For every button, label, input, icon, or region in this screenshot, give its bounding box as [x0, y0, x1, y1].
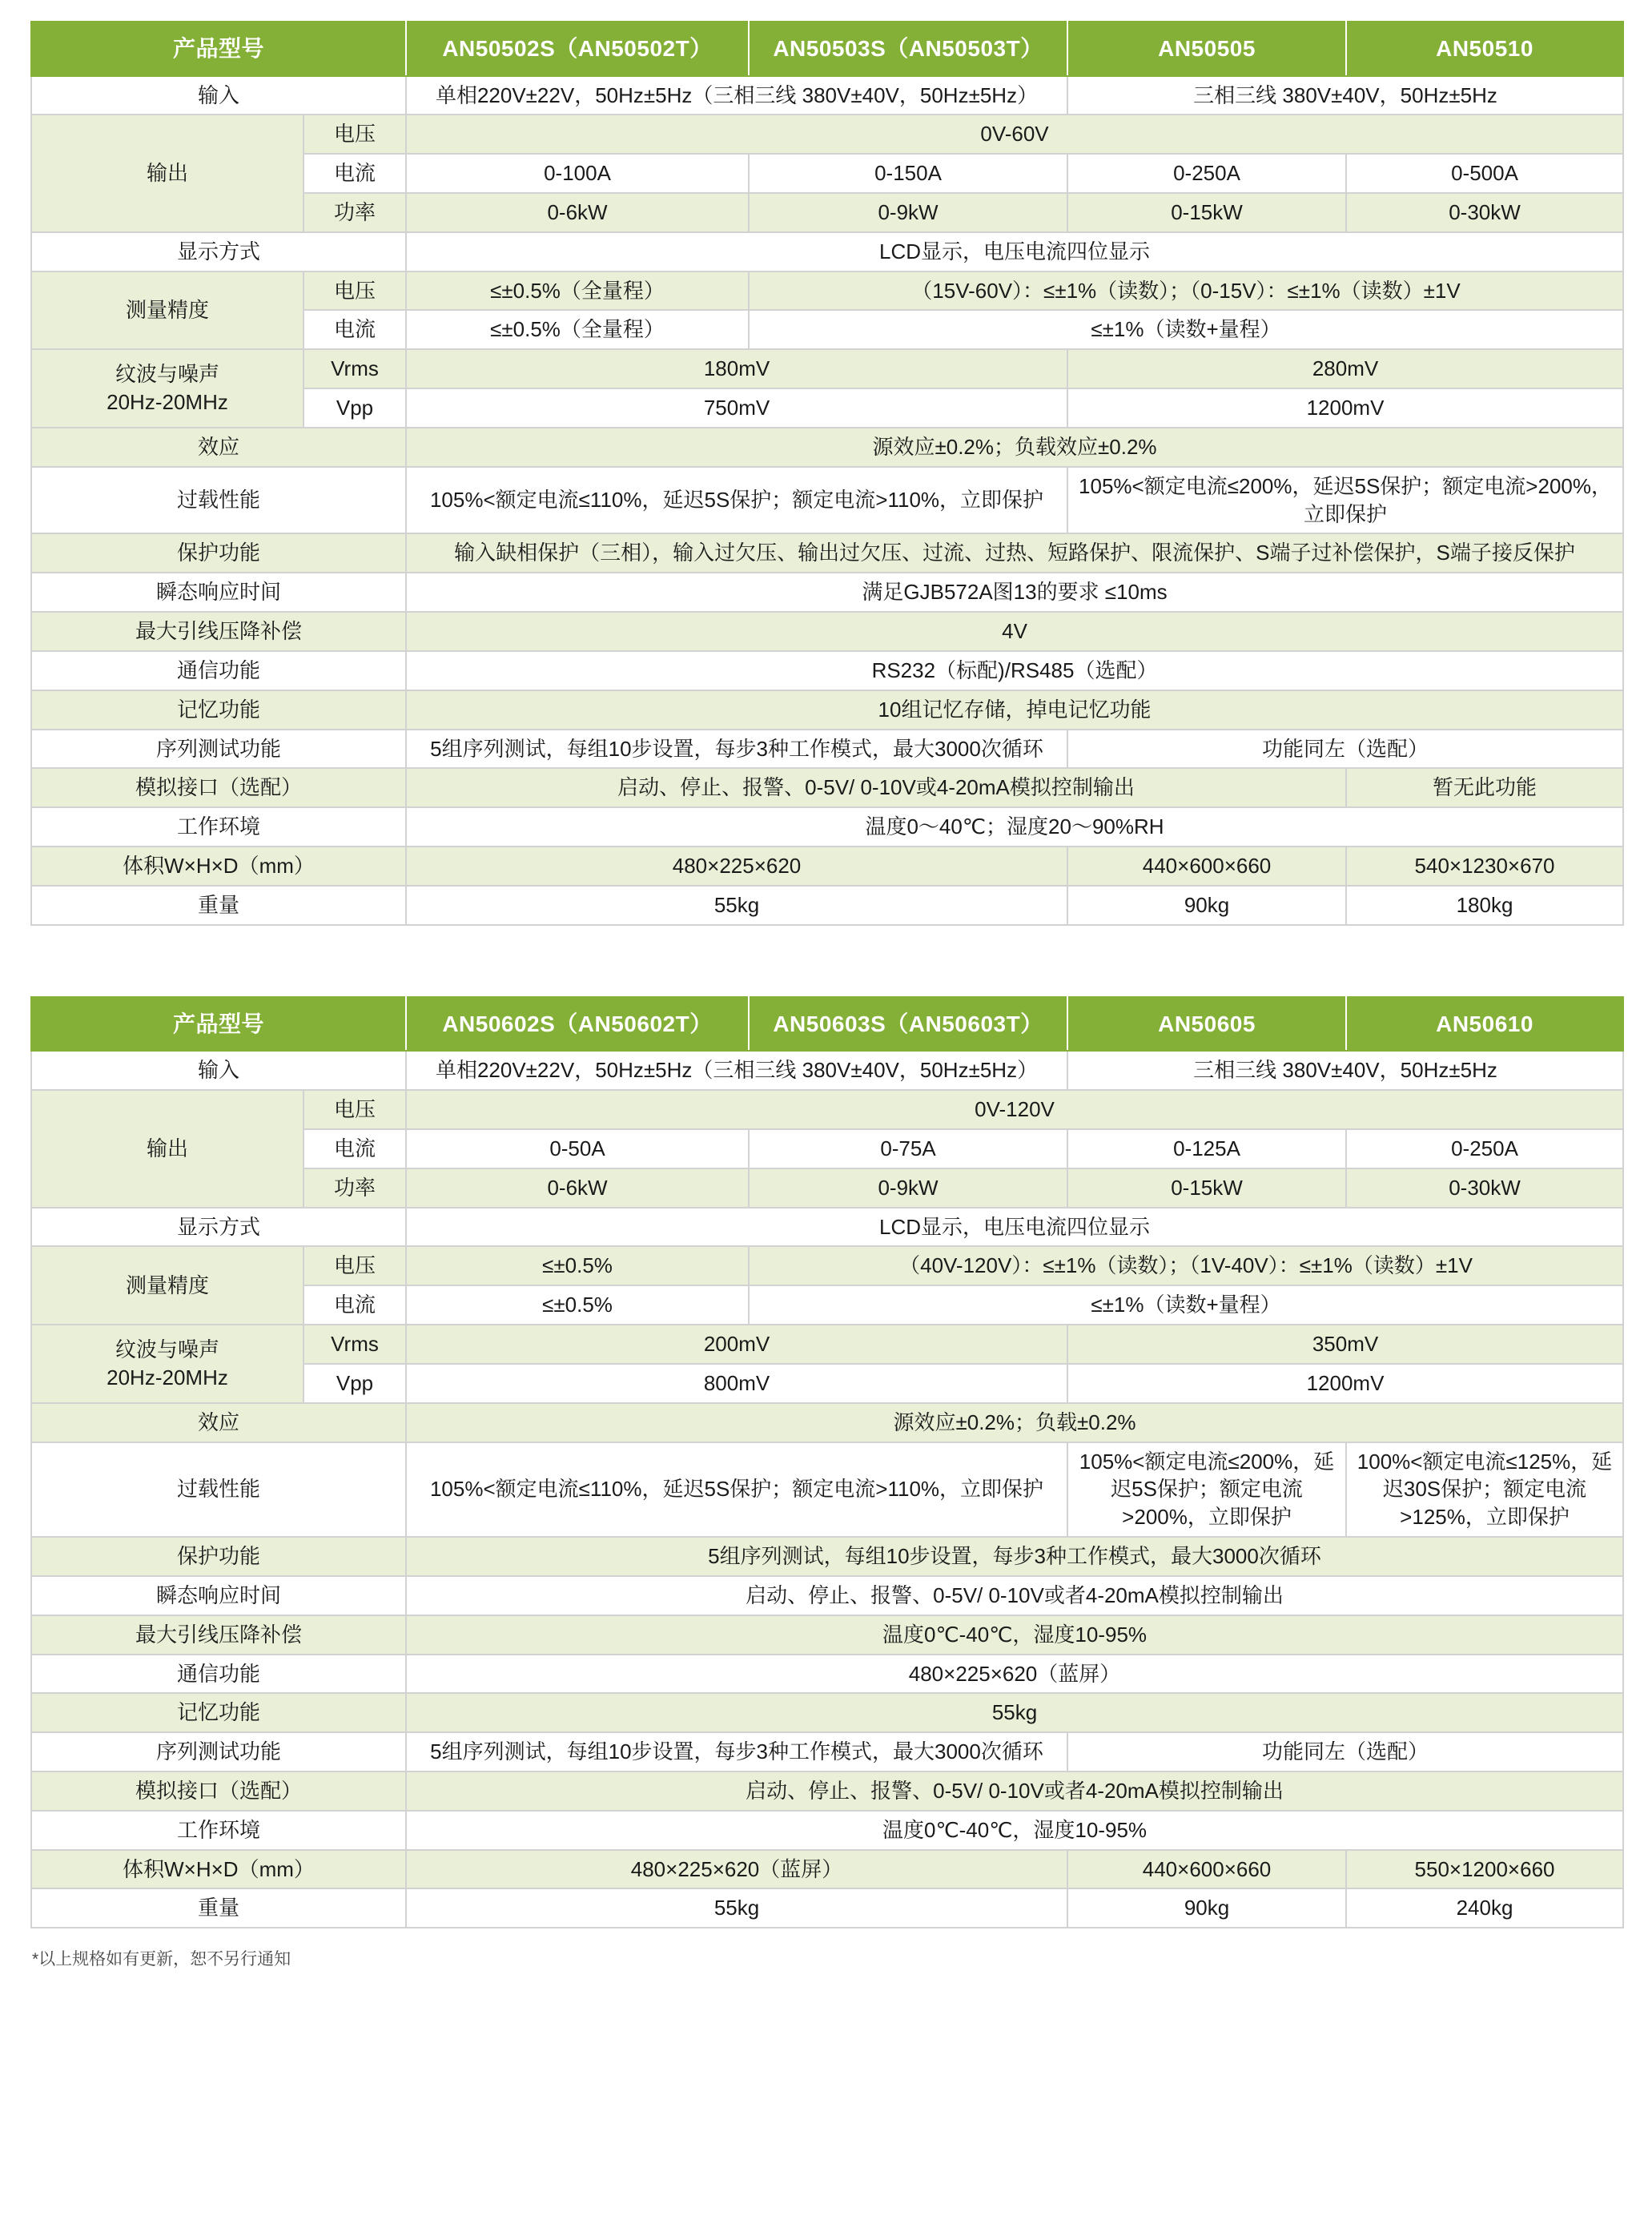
cell-effect-value: 源效应±0.2%；负载±0.2% [406, 1403, 1623, 1442]
header-model-an50510: AN50510 [1346, 22, 1623, 76]
cell-output-current-3: 0-250A [1067, 154, 1346, 193]
cell-communication-value: 480×225×620（蓝屏） [406, 1655, 1623, 1694]
cell-weight-3: 90kg [1067, 886, 1346, 925]
cell-weight-3: 90kg [1067, 1888, 1346, 1928]
header-model-an50502s: AN50502S（AN50502T） [406, 22, 749, 76]
row-label-transient: 瞬态响应时间 [31, 1576, 406, 1615]
cell-accuracy-current-rest: ≤±1%（读数+量程） [749, 1285, 1623, 1325]
cell-analog-right: 暂无此功能 [1346, 768, 1623, 807]
header-model-an50605: AN50605 [1067, 997, 1346, 1052]
table-row-sequence [31, 1732, 1623, 1771]
cell-environment-value: 温度0℃-40℃，湿度10-95% [406, 1811, 1623, 1850]
row-label-analog: 模拟接口（选配） [31, 768, 406, 807]
cell-accuracy-voltage-1: ≤±0.5%（全量程） [406, 271, 749, 311]
row-label-effect: 效应 [31, 428, 406, 467]
cell-output-power-4: 0-30kW [1346, 1168, 1623, 1208]
cell-weight-1: 55kg [406, 886, 1067, 925]
cell-output-current-1: 0-50A [406, 1129, 749, 1168]
table-row-ripple-vrms [31, 349, 1623, 388]
row-label-analog: 模拟接口（选配） [31, 1771, 406, 1811]
cell-display-value: LCD显示，电压电流四位显示 [406, 232, 1623, 271]
ripple-label-line-2: 20Hz-20MHz [107, 1365, 228, 1389]
row-sublabel-accuracy-current: 电流 [303, 310, 406, 349]
header-model-an50603s: AN50603S（AN50603T） [749, 997, 1067, 1052]
cell-accuracy-current-1: ≤±0.5% [406, 1285, 749, 1325]
table-row-transient [31, 1576, 1623, 1615]
table-row-environment [31, 1811, 1623, 1850]
table-separator [30, 926, 1622, 996]
cell-output-current-2: 0-150A [749, 154, 1067, 193]
table-header-row [31, 997, 1623, 1052]
row-label-environment: 工作环境 [31, 807, 406, 847]
cell-vrms-right: 350mV [1067, 1325, 1623, 1364]
table-row-weight [31, 1888, 1623, 1928]
ripple-label-line-1: 纹波与噪声 [115, 1337, 219, 1362]
cell-output-power-3: 0-15kW [1067, 1168, 1346, 1208]
cell-weight-4: 180kg [1346, 886, 1623, 925]
cell-output-voltage-range: 0V-60V [406, 115, 1623, 154]
table-row-analog-interface [31, 1771, 1623, 1811]
table-row-analog-interface [31, 768, 1623, 807]
cell-output-power-3: 0-15kW [1067, 193, 1346, 232]
row-sublabel-current: 电流 [303, 1129, 406, 1168]
row-label-overload: 过载性能 [31, 1442, 406, 1537]
cell-sequence-right: 功能同左（选配） [1067, 730, 1623, 769]
cell-dimensions-4: 550×1200×660 [1346, 1850, 1623, 1889]
cell-vpp-left: 750mV [406, 388, 1067, 428]
cell-accuracy-voltage-rest: （15V-60V）：≤±1%（读数）；（0-15V）：≤±1%（读数）±1V [749, 271, 1623, 311]
cell-input-three-phase: 三相三线 380V±40V，50Hz±5Hz [1067, 76, 1623, 115]
row-label-accuracy: 测量精度 [31, 271, 303, 350]
row-label-input: 输入 [31, 76, 406, 115]
table-row-droop-compensation [31, 612, 1623, 651]
row-label-ripple-noise [31, 1325, 303, 1403]
cell-accuracy-current-rest: ≤±1%（读数+量程） [749, 310, 1623, 349]
row-label-droop: 最大引线压降补偿 [31, 612, 406, 651]
cell-output-power-1: 0-6kW [406, 193, 749, 232]
table-row-environment [31, 807, 1623, 847]
row-label-effect: 效应 [31, 1403, 406, 1442]
cell-accuracy-voltage-rest: （40V-120V）：≤±1%（读数）；（1V-40V）：≤±1%（读数）±1V [749, 1246, 1623, 1285]
row-label-overload: 过载性能 [31, 467, 406, 534]
table-row-droop-compensation [31, 1615, 1623, 1655]
ripple-label-line-1: 纹波与噪声 [115, 362, 219, 387]
table-row-transient [31, 573, 1623, 612]
table-row-communication [31, 1655, 1623, 1694]
cell-memory-value: 10组记忆存储，掉电记忆功能 [406, 690, 1623, 730]
cell-output-current-2: 0-75A [749, 1129, 1067, 1168]
header-product-model: 产品型号 [31, 22, 406, 76]
row-label-communication: 通信功能 [31, 651, 406, 690]
cell-analog-left: 启动、停止、报警、0-5V/ 0-10V或4-20mA模拟控制输出 [406, 768, 1346, 807]
table-row-memory [31, 690, 1623, 730]
table-row-sequence [31, 730, 1623, 769]
row-sublabel-power: 功率 [303, 193, 406, 232]
cell-output-current-4: 0-250A [1346, 1129, 1623, 1168]
spec-table-an506-series [30, 996, 1624, 1929]
cell-output-power-2: 0-9kW [749, 1168, 1067, 1208]
cell-overload-right: 100%<额定电流≤125%，延迟30S保护；额定电流>125%，立即保护 [1346, 1442, 1623, 1537]
table-row-accuracy-voltage [31, 271, 1623, 311]
row-sublabel-vrms: Vrms [303, 1325, 406, 1364]
table-row-protection [31, 1537, 1623, 1576]
header-model-an50503s: AN50503S（AN50503T） [749, 22, 1067, 76]
cell-display-value: LCD显示，电压电流四位显示 [406, 1208, 1623, 1247]
row-sublabel-voltage: 电压 [303, 1090, 406, 1129]
table-row-input [31, 1051, 1623, 1090]
row-sublabel-vpp: Vpp [303, 1364, 406, 1403]
table-row-overload [31, 1442, 1623, 1537]
row-label-display: 显示方式 [31, 1208, 406, 1247]
row-label-protection: 保护功能 [31, 533, 406, 573]
cell-vpp-right: 1200mV [1067, 1364, 1623, 1403]
table-row-accuracy-voltage [31, 1246, 1623, 1285]
cell-droop-value: 温度0℃-40℃，湿度10-95% [406, 1615, 1623, 1655]
row-label-memory: 记忆功能 [31, 1693, 406, 1732]
cell-weight-4: 240kg [1346, 1888, 1623, 1928]
cell-droop-value: 4V [406, 612, 1623, 651]
row-sublabel-power: 功率 [303, 1168, 406, 1208]
table-row-output-voltage [31, 1090, 1623, 1129]
cell-transient-value: 满足GJB572A图13的要求 ≤10ms [406, 573, 1623, 612]
cell-output-voltage-range: 0V-120V [406, 1090, 1623, 1129]
cell-overload-left: 105%<额定电流≤110%，延迟5S保护；额定电流>110%，立即保护 [406, 467, 1067, 534]
cell-dimensions-4: 540×1230×670 [1346, 847, 1623, 886]
cell-output-power-2: 0-9kW [749, 193, 1067, 232]
row-label-weight: 重量 [31, 1888, 406, 1928]
cell-sequence-left: 5组序列测试，每组10步设置，每步3种工作模式，最大3000次循环 [406, 1732, 1067, 1771]
cell-dimensions-3: 440×600×660 [1067, 847, 1346, 886]
cell-weight-1: 55kg [406, 1888, 1067, 1928]
table-row-output-voltage [31, 115, 1623, 154]
row-label-weight: 重量 [31, 886, 406, 925]
row-label-sequence: 序列测试功能 [31, 1732, 406, 1771]
row-sublabel-voltage: 电压 [303, 115, 406, 154]
cell-vpp-left: 800mV [406, 1364, 1067, 1403]
row-sublabel-accuracy-voltage: 电压 [303, 271, 406, 311]
row-label-droop: 最大引线压降补偿 [31, 1615, 406, 1655]
spec-table-an505-series [30, 21, 1624, 926]
table-row-protection [31, 533, 1623, 573]
cell-communication-value: RS232（标配)/RS485（选配） [406, 651, 1623, 690]
row-sublabel-accuracy-voltage: 电压 [303, 1246, 406, 1285]
cell-sequence-right: 功能同左（选配） [1067, 1732, 1623, 1771]
table-row-input [31, 76, 1623, 115]
row-label-input: 输入 [31, 1051, 406, 1090]
cell-output-power-1: 0-6kW [406, 1168, 749, 1208]
ripple-label-line-2: 20Hz-20MHz [107, 390, 228, 415]
cell-accuracy-voltage-1: ≤±0.5% [406, 1246, 749, 1285]
table-row-communication [31, 651, 1623, 690]
table-row-display [31, 1208, 1623, 1247]
table-header-row [31, 22, 1623, 76]
table-row-memory [31, 1693, 1623, 1732]
header-model-an50505: AN50505 [1067, 22, 1346, 76]
row-sublabel-vrms: Vrms [303, 349, 406, 388]
table-row-dimensions [31, 847, 1623, 886]
cell-vrms-left: 200mV [406, 1325, 1067, 1364]
row-label-display: 显示方式 [31, 232, 406, 271]
cell-memory-value: 55kg [406, 1693, 1623, 1732]
cell-vpp-right: 1200mV [1067, 388, 1623, 428]
cell-dimensions-1: 480×225×620 [406, 847, 1067, 886]
cell-output-current-1: 0-100A [406, 154, 749, 193]
cell-vrms-right: 280mV [1067, 349, 1623, 388]
cell-protection-value: 5组序列测试，每组10步设置，每步3种工作模式，最大3000次循环 [406, 1537, 1623, 1576]
table-row-weight [31, 886, 1623, 925]
row-label-ripple-noise [31, 349, 303, 428]
row-sublabel-current: 电流 [303, 154, 406, 193]
table-row-overload [31, 467, 1623, 534]
table-row-display [31, 232, 1623, 271]
row-sublabel-accuracy-current: 电流 [303, 1285, 406, 1325]
header-model-an50602s: AN50602S（AN50602T） [406, 997, 749, 1052]
header-product-model: 产品型号 [31, 997, 406, 1052]
cell-accuracy-current-1: ≤±0.5%（全量程） [406, 310, 749, 349]
table-row-dimensions [31, 1850, 1623, 1889]
cell-overload-mid: 105%<额定电流≤200%，延迟5S保护；额定电流>200%，立即保护 [1067, 1442, 1346, 1537]
row-label-dimensions: 体积W×H×D（mm） [31, 847, 406, 886]
table-row-ripple-vrms [31, 1325, 1623, 1364]
cell-input-three-phase: 三相三线 380V±40V，50Hz±5Hz [1067, 1051, 1623, 1090]
cell-overload-left: 105%<额定电流≤110%，延迟5S保护；额定电流>110%，立即保护 [406, 1442, 1067, 1537]
row-label-output: 输出 [31, 115, 303, 231]
row-sublabel-vpp: Vpp [303, 388, 406, 428]
cell-output-current-4: 0-500A [1346, 154, 1623, 193]
row-label-sequence: 序列测试功能 [31, 730, 406, 769]
row-label-output: 输出 [31, 1090, 303, 1207]
row-label-environment: 工作环境 [31, 1811, 406, 1850]
header-model-an50610: AN50610 [1346, 997, 1623, 1052]
cell-protection-value: 输入缺相保护（三相），输入过欠压、输出过欠压、过流、过热、短路保护、限流保护、S端子过补偿保护，S端子接反保护 [406, 533, 1623, 573]
row-label-dimensions: 体积W×H×D（mm） [31, 1850, 406, 1889]
cell-dimensions-3: 440×600×660 [1067, 1850, 1346, 1889]
cell-sequence-left: 5组序列测试，每组10步设置，每步3种工作模式，最大3000次循环 [406, 730, 1067, 769]
cell-input-single-phase: 单相220V±22V，50Hz±5Hz（三相三线 380V±40V，50Hz±5Hz） [406, 76, 1067, 115]
cell-output-power-4: 0-30kW [1346, 193, 1623, 232]
cell-transient-value: 启动、停止、报警、0-5V/ 0-10V或者4-20mA模拟控制输出 [406, 1576, 1623, 1615]
row-label-accuracy: 测量精度 [31, 1246, 303, 1325]
cell-environment-value: 温度0～40℃；湿度20～90%RH [406, 807, 1623, 847]
cell-analog-value: 启动、停止、报警、0-5V/ 0-10V或者4-20mA模拟控制输出 [406, 1771, 1623, 1811]
table-row-effect [31, 428, 1623, 467]
cell-effect-value: 源效应±0.2%；负载效应±0.2% [406, 428, 1623, 467]
table-row-effect [31, 1403, 1623, 1442]
specification-footnote: *以上规格如有更新，恕不另行通知 [32, 1950, 291, 1969]
cell-vrms-left: 180mV [406, 349, 1067, 388]
cell-overload-right: 105%<额定电流≤200%，延迟5S保护；额定电流>200%，立即保护 [1067, 467, 1623, 534]
row-label-communication: 通信功能 [31, 1655, 406, 1694]
cell-output-current-3: 0-125A [1067, 1129, 1346, 1168]
row-label-protection: 保护功能 [31, 1537, 406, 1576]
cell-dimensions-1: 480×225×620（蓝屏） [406, 1850, 1067, 1889]
row-label-memory: 记忆功能 [31, 690, 406, 730]
cell-input-single-phase: 单相220V±22V，50Hz±5Hz（三相三线 380V±40V，50Hz±5Hz） [406, 1051, 1067, 1090]
row-label-transient: 瞬态响应时间 [31, 573, 406, 612]
